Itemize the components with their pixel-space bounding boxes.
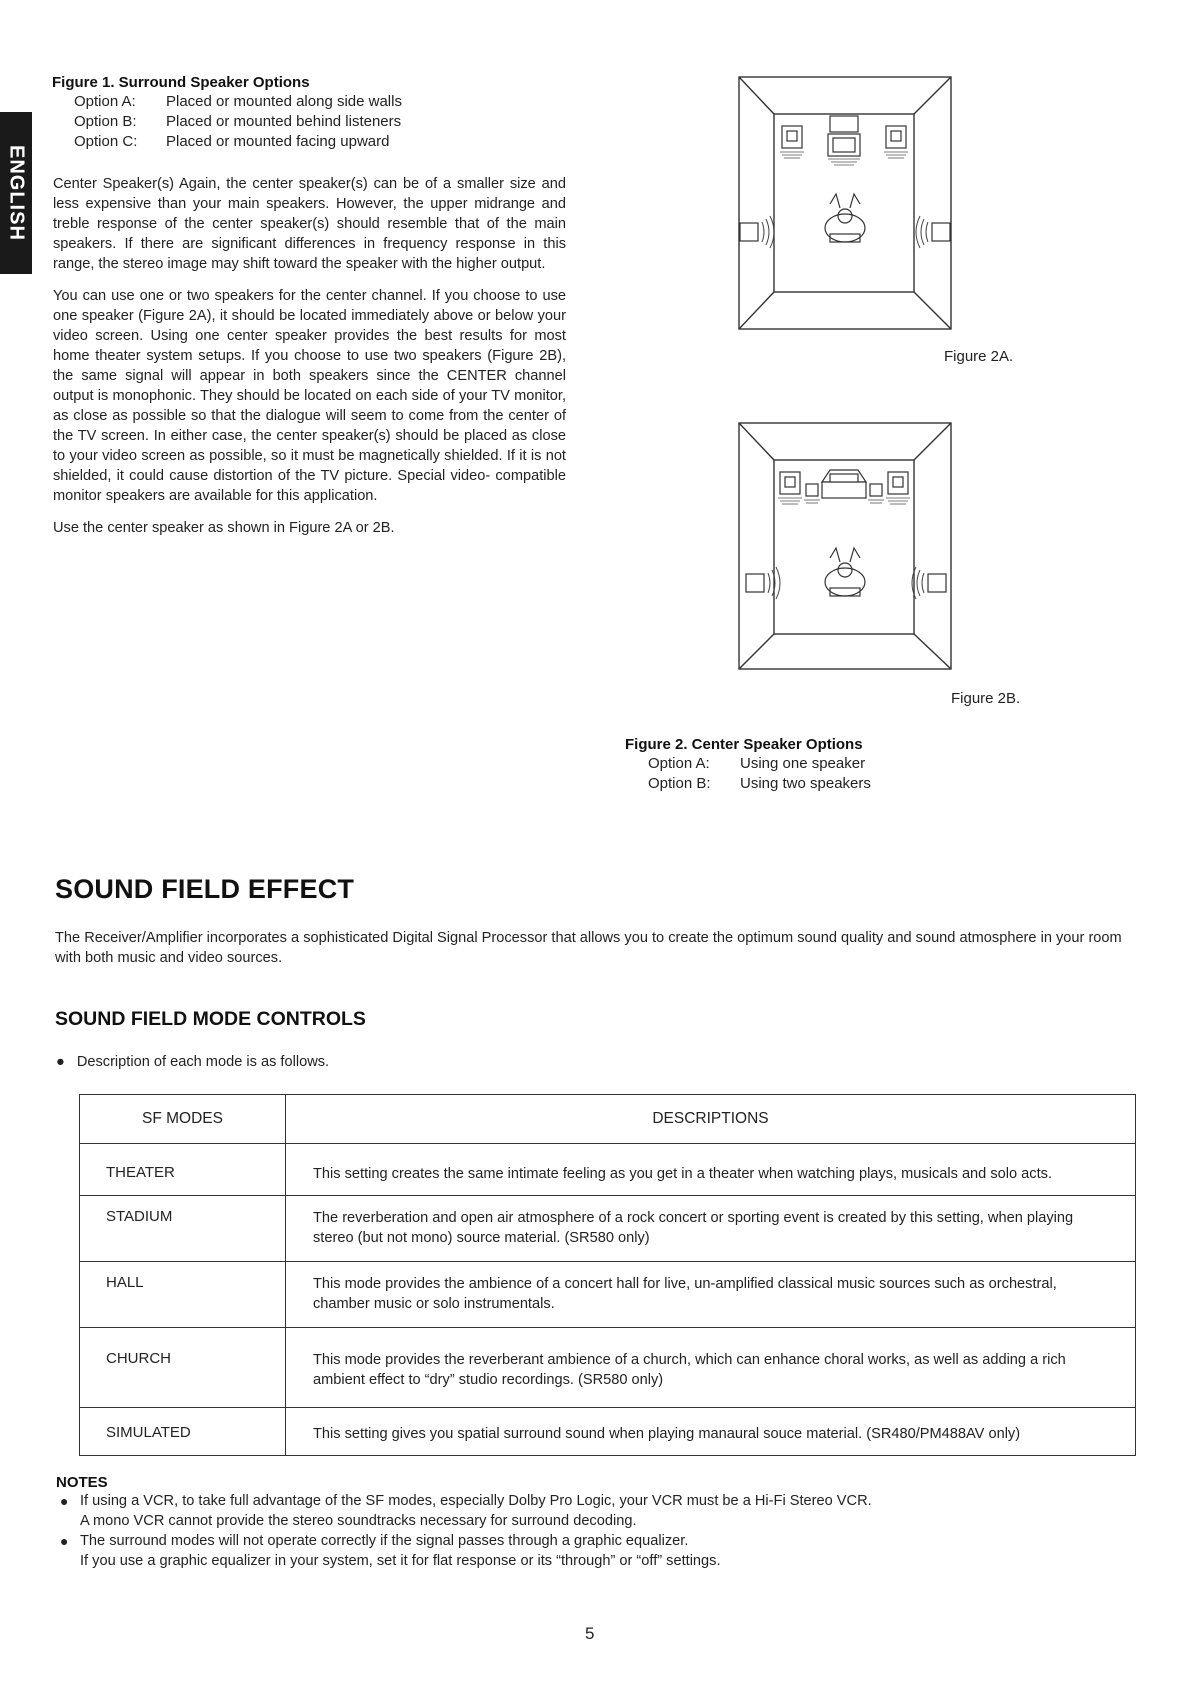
- listener-icon: [825, 548, 865, 596]
- surround-left-speaker-icon: [746, 574, 764, 592]
- bullet-dot-icon: ●: [60, 1533, 69, 1549]
- table-row: [80, 1144, 1136, 1196]
- table-row: [80, 1196, 1136, 1262]
- center-speaker-icon: [830, 116, 858, 132]
- table-row: [80, 1328, 1136, 1408]
- sf-modes-table: [79, 1094, 1136, 1456]
- figure1-option-c: Option C: Placed or mounted facing upward: [74, 133, 390, 150]
- figure-2b-diagram: [738, 422, 954, 672]
- table-row: [80, 1262, 1136, 1328]
- figure2-title: Figure 2. Center Speaker Options: [625, 736, 863, 753]
- listener-icon: [825, 194, 865, 242]
- center-right-speaker-icon: [870, 484, 882, 496]
- center-left-speaker-icon: [806, 484, 818, 496]
- mode-cell: HALL: [80, 1262, 286, 1328]
- figure2-caption: [625, 736, 871, 794]
- mode-cell: THEATER: [80, 1144, 286, 1196]
- center-paragraph-2: You can use one or two speakers for the center channel. If you choose to use one speaker (Figure 2A), it should be located immediately above or below your video screen. Using one center speaker provides the best results for most home theater system setups. If you choose to use two speakers (Figure 2B), the same signal will appear in both speakers since the CENTER channel output is monophonic. They should be located on each side of your TV monitor, as close as possible so that the dialogue will seem to come from the center of the TV screen. In either case, the center speaker(s) should be placed as close to your video screen as possible, so it must be magnetically shielded. If it is not shielded, it could cause distortion of the TV picture. Special video- compatible monitor speakers are available for this application.: [53, 288, 566, 504]
- language-tab-label: ENGLISH: [5, 145, 28, 241]
- bullet-dot-icon: ●: [56, 1054, 65, 1070]
- mode-cell: SIMULATED: [80, 1408, 286, 1456]
- table-header-descriptions: DESCRIPTIONS: [286, 1095, 1136, 1144]
- note-item: ● The surround modes will not operate correctly if the signal passes through a graphic equalizer. If you use a graphic equalizer in your system, set it for flat response or its “through” or “off” settings.: [60, 1533, 721, 1569]
- subsection-heading: SOUND FIELD MODE CONTROLS: [55, 1008, 366, 1030]
- language-tab: [0, 112, 32, 274]
- section-heading: SOUND FIELD EFFECT: [55, 874, 355, 904]
- description-cell: This mode provides the ambience of a concert hall for live, un-amplified classical music sources such as orchestral, chamber music or solo instrumentals.: [286, 1262, 1136, 1328]
- description-cell: This mode provides the reverberant ambience of a church, which can enhance choral works, as well as adding a rich ambient effect to “dry” studio recordings. (SR580 only): [286, 1328, 1136, 1408]
- figure1-option-a: Option A: Placed or mounted along side walls: [74, 93, 402, 110]
- figure1-title: Figure 1. Surround Speaker Options: [52, 74, 310, 91]
- table-header-row: [80, 1095, 1136, 1144]
- table-row: [80, 1408, 1136, 1456]
- figure-2a-diagram: [738, 76, 954, 332]
- notes: [56, 1474, 1136, 1571]
- center-paragraph-3: Use the center speaker as shown in Figure 2A or 2B.: [53, 520, 395, 536]
- bullet-dot-icon: ●: [60, 1493, 69, 1509]
- surround-right-speaker-icon: [928, 574, 946, 592]
- mode-description-bullet: ● Description of each mode is as follows.: [56, 1054, 330, 1070]
- description-cell: This setting gives you spatial surround sound when playing manaural souce material. (SR480/PM488AV only): [286, 1408, 1136, 1456]
- description-cell: This setting creates the same intimate feeling as you get in a theater when watching plays, musicals and solo acts.: [286, 1144, 1136, 1196]
- notes-title: NOTES: [56, 1474, 108, 1491]
- description-cell: The reverberation and open air atmosphere of a rock concert or sporting event is created by this setting, when playing stereo (but not mono) source material. (SR580 only): [286, 1196, 1136, 1262]
- figure2-option-b: Option B: Using two speakers: [648, 775, 871, 792]
- figure-2a-label: Figure 2A.: [944, 348, 1014, 365]
- page-number: 5: [585, 1624, 595, 1643]
- center-paragraph-1: Center Speaker(s) Again, the center speaker(s) can be of a smaller size and less expensive than your main speakers. However, the upper midrange and treble response of the center speaker(s) should resemble that of the main speakers. If there are significant differences in frequency response in this range, the stereo image may shift toward the speaker with the higher output.: [53, 176, 566, 272]
- table-header-mode: SF MODES: [80, 1095, 286, 1144]
- sound-field-intro: The Receiver/Amplifier incorporates a sophisticated Digital Signal Processor that allows you to create the optimum sound quality and sound atmosphere in your room with both music and video sources.: [55, 930, 1122, 966]
- figure1-caption: [52, 74, 402, 152]
- figure-2b-label: Figure 2B.: [951, 690, 1021, 707]
- mode-cell: CHURCH: [80, 1328, 286, 1408]
- note-item: ● If using a VCR, to take full advantage of the SF modes, especially Dolby Pro Logic, your VCR must be a Hi-Fi Stereo VCR. A mono VCR cannot provide the stereo soundtracks necessary for surround decoding.: [60, 1493, 872, 1529]
- center-speaker-text: [53, 174, 566, 550]
- surround-left-speaker-icon: [740, 223, 758, 241]
- figure2-option-a: Option A: Using one speaker: [648, 755, 866, 772]
- mode-cell: STADIUM: [80, 1196, 286, 1262]
- figure1-option-b: Option B: Placed or mounted behind listeners: [74, 113, 402, 130]
- surround-right-speaker-icon: [932, 223, 950, 241]
